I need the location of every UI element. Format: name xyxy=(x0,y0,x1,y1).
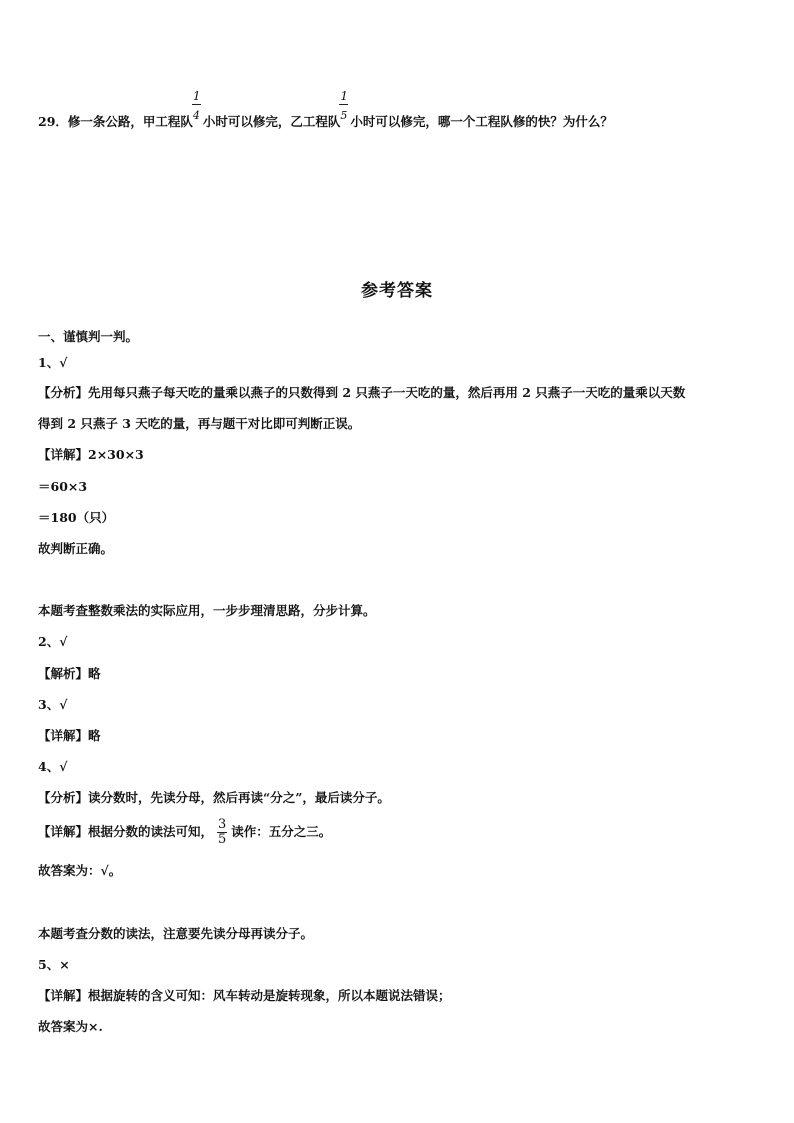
item-4-summary: 本题考查分数的读法，注意要先读分母再读分子。 xyxy=(38,926,314,941)
item-4-detail xyxy=(38,818,331,847)
fraction-numerator: 3 xyxy=(218,817,227,832)
item-1-mark: 1、√ xyxy=(38,355,68,370)
fraction-bar xyxy=(339,104,348,105)
question-29-text-part3: 小时可以修完，哪一个工程队修的快？为什么？ xyxy=(350,114,613,129)
item-4-detail-prefix: 【详解】根据分数的读法可知， xyxy=(38,824,214,839)
item-1-detail: 【详解】2×30×3 xyxy=(38,447,144,462)
question-29-text-part2: 小时可以修完，乙工程队 xyxy=(202,114,341,129)
answers-title: 参考答案 xyxy=(361,281,433,301)
item-5-detail: 【详解】根据旋转的含义可知：风车转动是旋转现象，所以本题说法错误； xyxy=(38,988,451,1003)
fraction-bar xyxy=(192,104,201,105)
item-1-analysis-line1: 【分析】先用每只燕子每天吃的量乘以燕子的只数得到 2 只燕子一天吃的量，然后再用 2 只燕子一天吃的量乘以天数 xyxy=(38,385,686,400)
item-1-summary: 本题考查整数乘法的实际应用，一步步理清思路，分步计算。 xyxy=(38,603,376,618)
fraction-one-quarter xyxy=(192,89,203,126)
item-2-analysis: 【解析】略 xyxy=(38,666,101,681)
fraction-one-fifth xyxy=(340,89,350,126)
fraction-denominator: 4 xyxy=(192,109,200,122)
section-heading: 一、谨慎判一判。 xyxy=(38,329,139,344)
item-4-mark: 4、√ xyxy=(38,759,68,774)
item-3-mark: 3、√ xyxy=(38,697,68,712)
item-5-mark: 5、× xyxy=(38,957,70,972)
question-29 xyxy=(38,89,613,130)
fraction-denominator: 5 xyxy=(218,832,227,847)
question-29-text-part1: 29．修一条公路，甲工程队 xyxy=(38,114,193,129)
item-2-mark: 2、√ xyxy=(38,634,68,649)
item-5-answer: 故答案为×. xyxy=(38,1019,103,1034)
fraction-numerator: 1 xyxy=(340,89,349,103)
item-3-detail: 【详解】略 xyxy=(38,728,101,743)
fraction-numerator: 1 xyxy=(192,89,201,103)
item-4-answer: 故答案为：√。 xyxy=(38,863,122,878)
item-4-analysis: 【分析】读分数时，先读分母，然后再读“分之”，最后读分子。 xyxy=(38,790,390,805)
item-1-step2: ＝60×3 xyxy=(38,479,88,494)
item-1-analysis-line2: 得到 2 只燕子 3 天吃的量，再与题干对比即可判断正误。 xyxy=(38,416,361,431)
item-4-detail-suffix: 读作：五分之三。 xyxy=(231,824,332,839)
item-1-step3: ＝180（只） xyxy=(38,510,115,525)
item-1-conclusion: 故判断正确。 xyxy=(38,541,114,556)
fraction-denominator: 5 xyxy=(340,109,348,122)
fraction-three-fifths xyxy=(217,818,227,847)
